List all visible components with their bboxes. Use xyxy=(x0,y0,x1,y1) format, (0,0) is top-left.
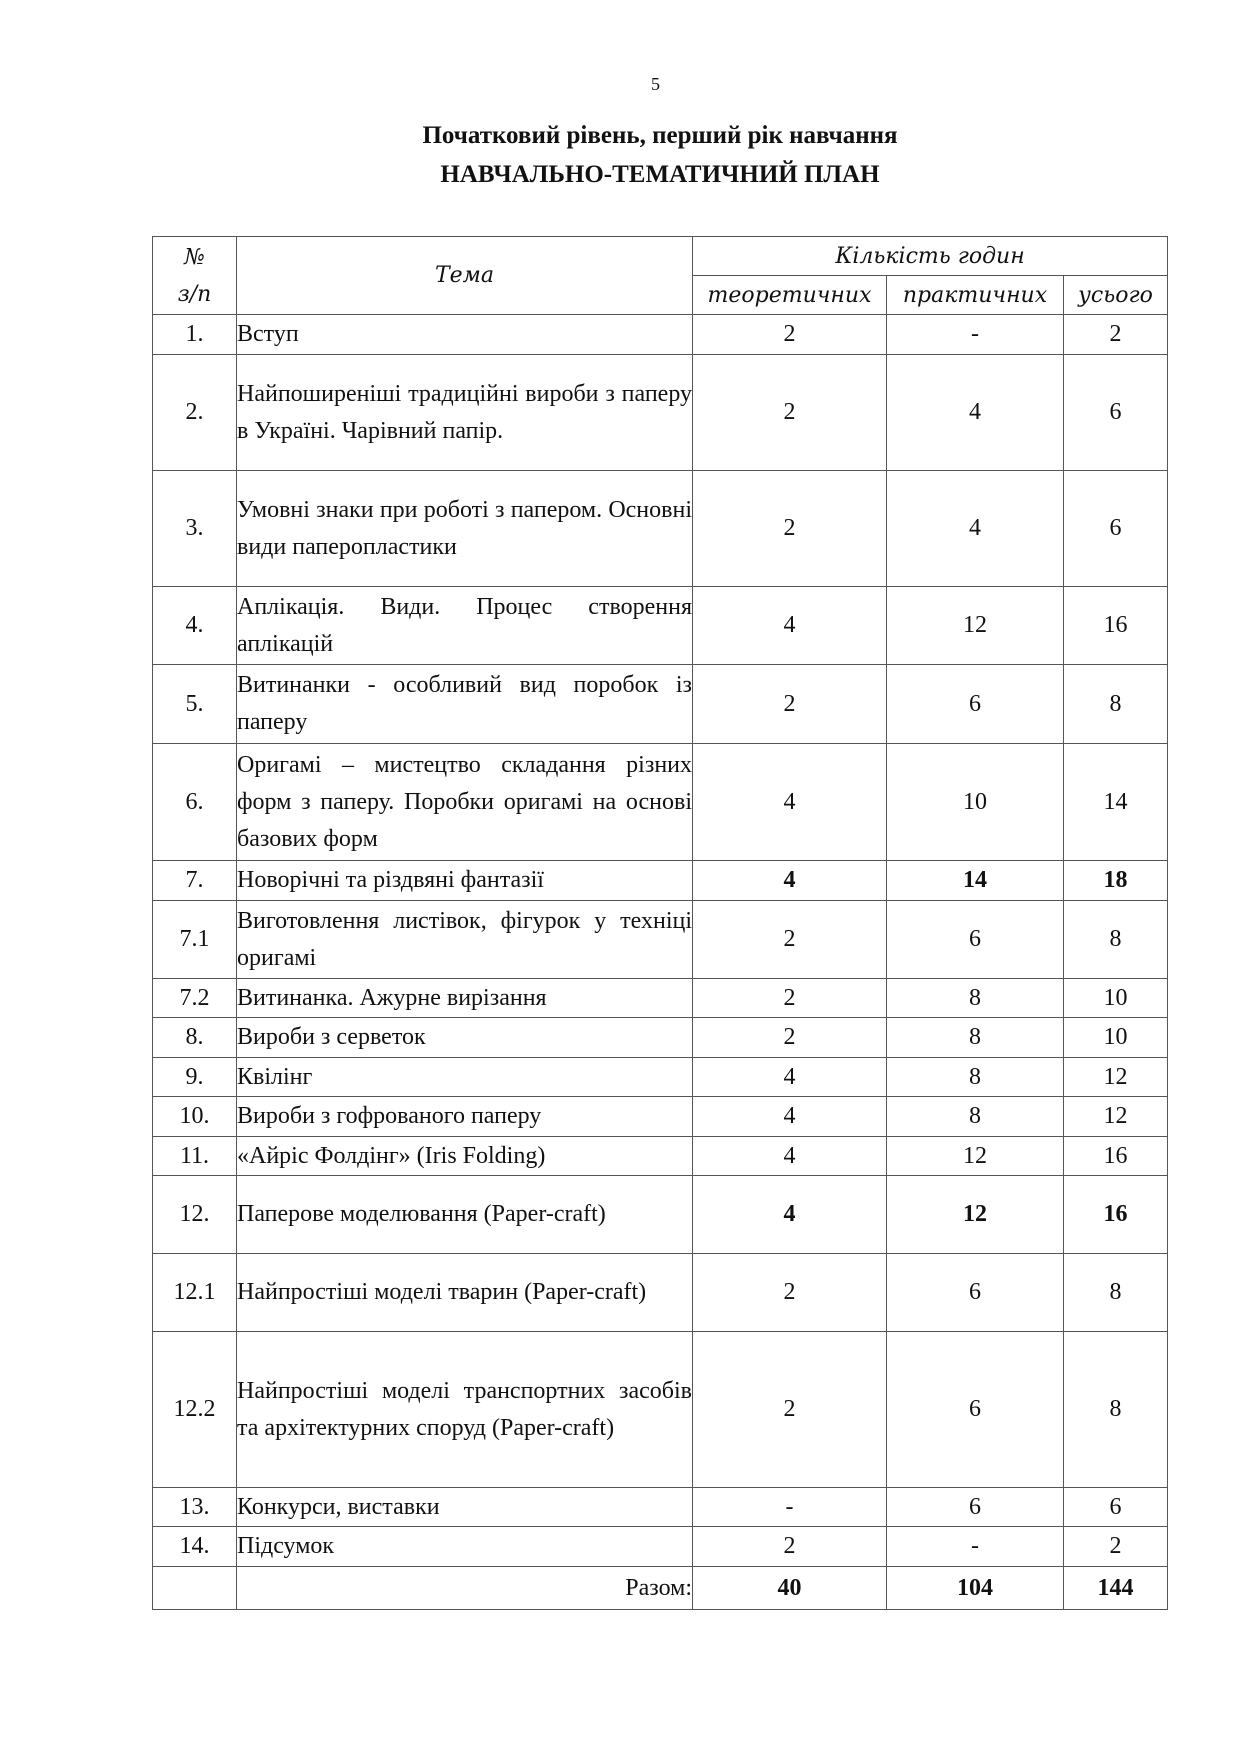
table-row xyxy=(153,471,1168,587)
row-number: 12.1 xyxy=(153,1254,237,1332)
row-number: 6. xyxy=(153,744,237,861)
row-practice-hours: 12 xyxy=(887,1137,1064,1176)
table-row xyxy=(153,1137,1168,1176)
row-total-hours: 2 xyxy=(1064,315,1168,355)
row-topic: Новорічні та різдвяні фантазії xyxy=(237,861,693,901)
row-topic: Підсумок xyxy=(237,1527,693,1567)
row-practice-hours: 6 xyxy=(887,665,1064,744)
row-total-hours: 6 xyxy=(1064,355,1168,471)
row-topic: Виготовлення листівок, фігурок у техніці оригамі xyxy=(237,901,693,979)
row-practice-hours: 6 xyxy=(887,901,1064,979)
table-row xyxy=(153,901,1168,979)
page-number: 5 xyxy=(651,74,660,94)
summary-practice: 104 xyxy=(887,1567,1064,1610)
row-theory-hours: 2 xyxy=(693,1018,887,1058)
row-total-hours: 12 xyxy=(1064,1058,1168,1097)
row-theory-hours: 2 xyxy=(693,315,887,355)
row-number: 7.2 xyxy=(153,979,237,1018)
row-number: 12.2 xyxy=(153,1332,237,1488)
header-topic: Тема xyxy=(237,237,693,315)
row-number: 12. xyxy=(153,1176,237,1254)
row-number: 1. xyxy=(153,315,237,355)
header-number-symbol: № xyxy=(184,244,205,270)
row-theory-hours: 4 xyxy=(693,1058,887,1097)
row-topic: Конкурси, виставки xyxy=(237,1488,693,1527)
row-theory-hours: 2 xyxy=(693,665,887,744)
row-total-hours: 8 xyxy=(1064,665,1168,744)
row-practice-hours: - xyxy=(887,1527,1064,1567)
header-total: усього xyxy=(1064,276,1168,315)
table-row xyxy=(153,979,1168,1018)
row-theory-hours: 4 xyxy=(693,861,887,901)
row-topic: «Айріс Фолдінг» (Iris Folding) xyxy=(237,1137,693,1176)
row-theory-hours: 4 xyxy=(693,1137,887,1176)
row-theory-hours: 2 xyxy=(693,355,887,471)
row-number: 5. xyxy=(153,665,237,744)
row-practice-hours: 6 xyxy=(887,1254,1064,1332)
table-row xyxy=(153,1332,1168,1488)
header-theory: теоретичних xyxy=(693,276,887,315)
row-topic: Витинанка. Ажурне вирізання xyxy=(237,979,693,1018)
table-row xyxy=(153,1488,1168,1527)
row-number: 14. xyxy=(153,1527,237,1567)
row-topic: Аплікація. Види. Процес створення аплікацій xyxy=(237,587,693,665)
row-practice-hours: 14 xyxy=(887,861,1064,901)
row-theory-hours: 2 xyxy=(693,1332,887,1488)
row-practice-hours: 12 xyxy=(887,587,1064,665)
row-practice-hours: 8 xyxy=(887,1097,1064,1137)
table-row xyxy=(153,1097,1168,1137)
row-total-hours: 10 xyxy=(1064,979,1168,1018)
table-row xyxy=(153,1018,1168,1058)
row-number: 3. xyxy=(153,471,237,587)
row-topic: Вироби з серветок xyxy=(237,1018,693,1058)
row-topic: Найпоширеніші традиційні вироби з паперу в Україні. Чарівний папір. xyxy=(237,355,693,471)
row-practice-hours: 12 xyxy=(887,1176,1064,1254)
row-number: 13. xyxy=(153,1488,237,1527)
row-theory-hours: 4 xyxy=(693,1097,887,1137)
row-total-hours: 16 xyxy=(1064,1137,1168,1176)
summary-row xyxy=(153,1567,1168,1610)
table-row xyxy=(153,744,1168,861)
row-topic: Умовні знаки при роботі з папером. Основні види паперопластики xyxy=(237,471,693,587)
row-topic: Оригамі – мистецтво складання різних форм з паперу. Поробки оригамі на основі базових форм xyxy=(237,744,693,861)
header-number xyxy=(153,237,237,315)
table-row xyxy=(153,315,1168,355)
row-practice-hours: 10 xyxy=(887,744,1064,861)
table-row xyxy=(153,355,1168,471)
header-hours-group: Кількість годин xyxy=(693,237,1168,276)
row-topic: Найпростіші моделі тварин (Paper-craft) xyxy=(237,1254,693,1332)
row-total-hours: 8 xyxy=(1064,901,1168,979)
row-topic: Найпростіші моделі транспортних засобів та архітектурних споруд (Paper-craft) xyxy=(237,1332,693,1488)
row-theory-hours: 2 xyxy=(693,901,887,979)
row-practice-hours: 8 xyxy=(887,979,1064,1018)
row-total-hours: 10 xyxy=(1064,1018,1168,1058)
summary-label: Разом: xyxy=(237,1567,693,1610)
row-topic: Вступ xyxy=(237,315,693,355)
row-number: 8. xyxy=(153,1018,237,1058)
row-practice-hours: 8 xyxy=(887,1018,1064,1058)
table-row xyxy=(153,665,1168,744)
row-number: 9. xyxy=(153,1058,237,1097)
row-practice-hours: 4 xyxy=(887,355,1064,471)
row-theory-hours: - xyxy=(693,1488,887,1527)
row-practice-hours: 6 xyxy=(887,1332,1064,1488)
header-number-abbr: з/п xyxy=(177,281,212,307)
row-theory-hours: 2 xyxy=(693,979,887,1018)
row-practice-hours: 6 xyxy=(887,1488,1064,1527)
row-theory-hours: 2 xyxy=(693,471,887,587)
row-total-hours: 16 xyxy=(1064,1176,1168,1254)
summary-empty-cell xyxy=(153,1567,237,1610)
row-topic: Квілінг xyxy=(237,1058,693,1097)
row-topic: Паперове моделювання (Paper-craft) xyxy=(237,1176,693,1254)
row-practice-hours: 8 xyxy=(887,1058,1064,1097)
page-subtitle: Початковий рівень, перший рік навчання xyxy=(422,122,898,149)
row-theory-hours: 4 xyxy=(693,1176,887,1254)
summary-total: 144 xyxy=(1064,1567,1168,1610)
row-topic: Витинанки - особливий вид поробок із паперу xyxy=(237,665,693,744)
row-total-hours: 18 xyxy=(1064,861,1168,901)
summary-theory: 40 xyxy=(693,1567,887,1610)
row-total-hours: 6 xyxy=(1064,471,1168,587)
row-number: 7. xyxy=(153,861,237,901)
row-topic: Вироби з гофрованого паперу xyxy=(237,1097,693,1137)
row-theory-hours: 4 xyxy=(693,744,887,861)
row-total-hours: 2 xyxy=(1064,1527,1168,1567)
row-number: 7.1 xyxy=(153,901,237,979)
table-row xyxy=(153,587,1168,665)
row-theory-hours: 2 xyxy=(693,1254,887,1332)
table-row xyxy=(153,861,1168,901)
row-total-hours: 6 xyxy=(1064,1488,1168,1527)
row-number: 11. xyxy=(153,1137,237,1176)
table-row xyxy=(153,1058,1168,1097)
row-total-hours: 12 xyxy=(1064,1097,1168,1137)
row-practice-hours: - xyxy=(887,315,1064,355)
row-total-hours: 14 xyxy=(1064,744,1168,861)
row-practice-hours: 4 xyxy=(887,471,1064,587)
row-theory-hours: 4 xyxy=(693,587,887,665)
row-total-hours: 8 xyxy=(1064,1332,1168,1488)
row-number: 2. xyxy=(153,355,237,471)
row-number: 10. xyxy=(153,1097,237,1137)
table-row xyxy=(153,1527,1168,1567)
curriculum-table xyxy=(152,236,1168,1610)
row-total-hours: 8 xyxy=(1064,1254,1168,1332)
row-number: 4. xyxy=(153,587,237,665)
header-practice: практичних xyxy=(887,276,1064,315)
table-row xyxy=(153,1176,1168,1254)
row-theory-hours: 2 xyxy=(693,1527,887,1567)
row-total-hours: 16 xyxy=(1064,587,1168,665)
table-row xyxy=(153,1254,1168,1332)
page-title: НАВЧАЛЬНО-ТЕМАТИЧНИЙ ПЛАН xyxy=(440,161,880,188)
